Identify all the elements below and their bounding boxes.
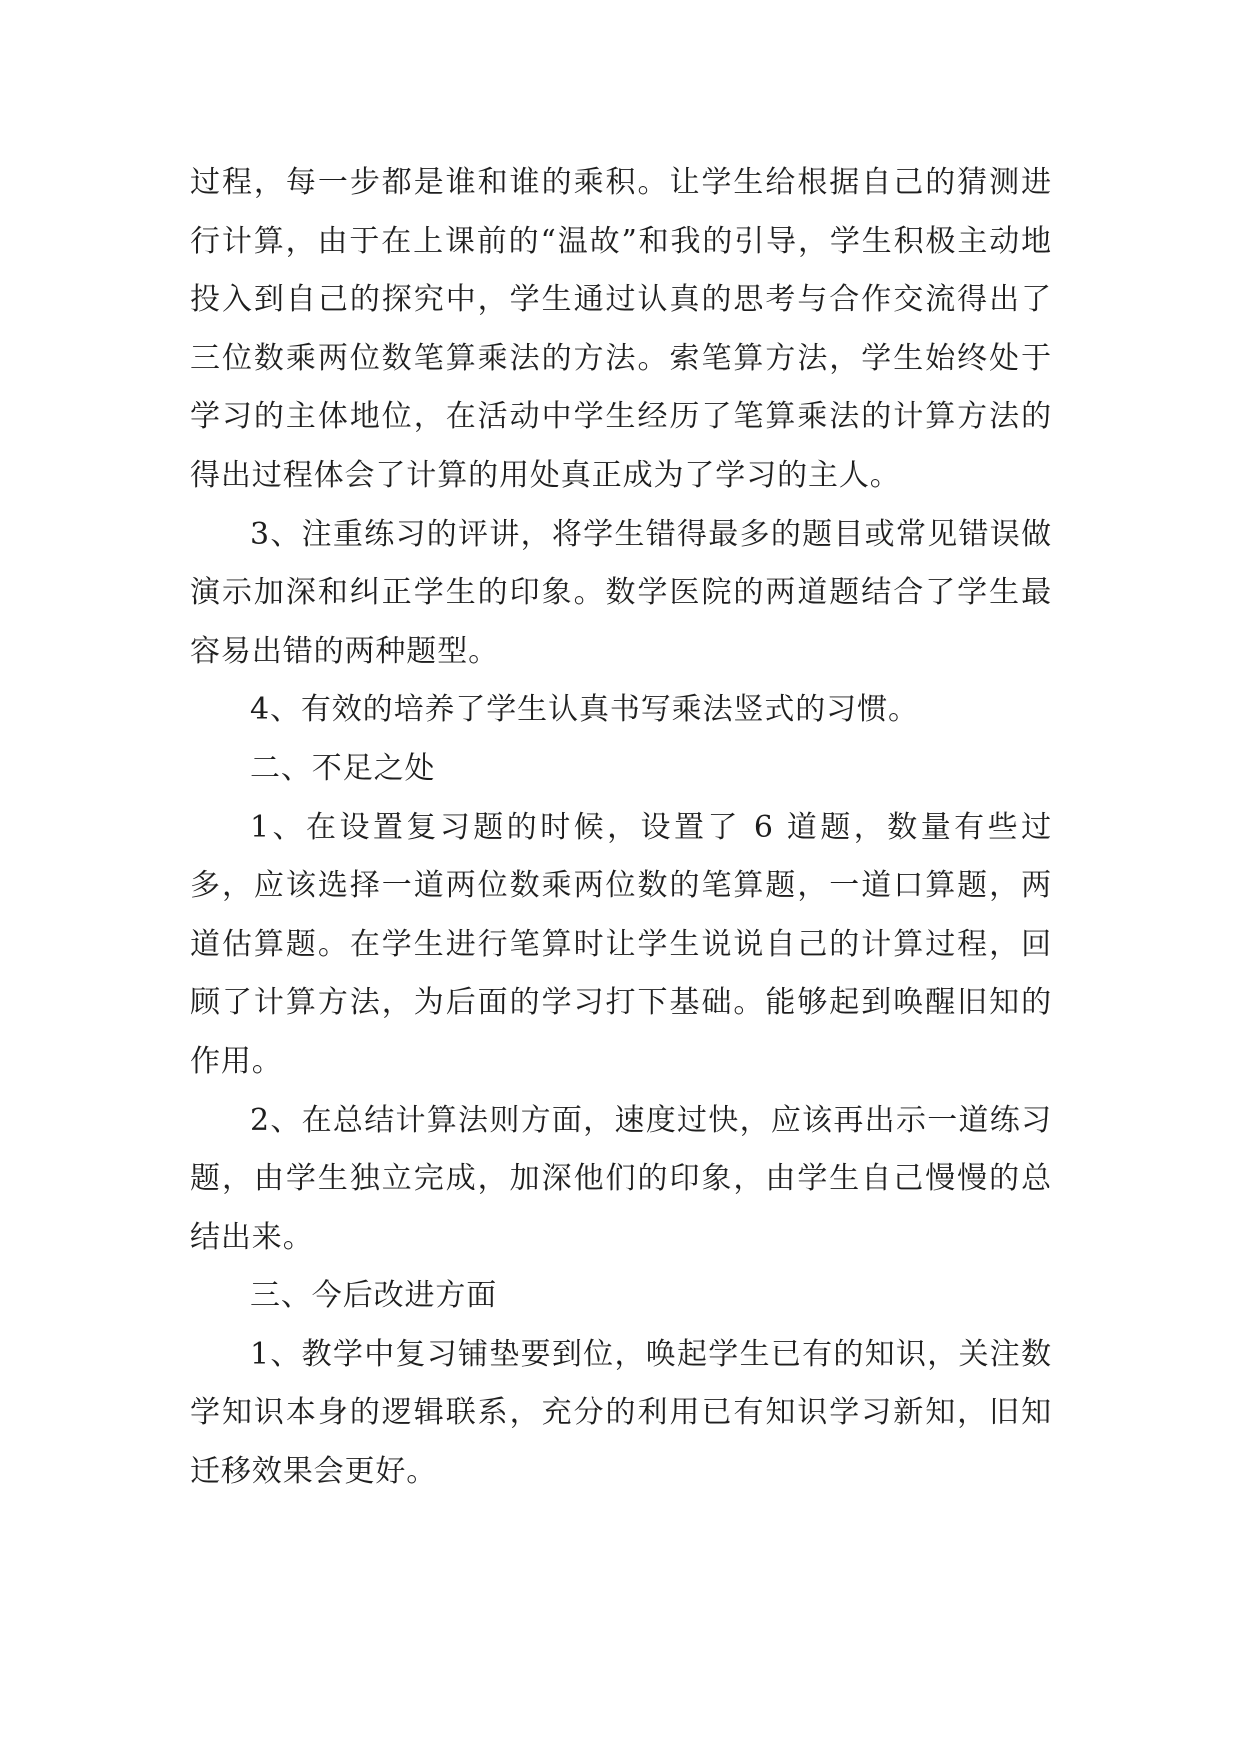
paragraph-point-4: 4、有效的培养了学生认真书写乘法竖式的习惯。 <box>250 692 919 728</box>
paragraph-shortcoming-1: 1、在设置复习题的时候，设置了 6 道题，数量有些过多，应该选择一道两位数乘两位数的笔算题，一道口算题，两道估算题。在学生进行笔算时让学生说说自己的计算过程，回顾了计算方法，为后面的学习打下基础。能够起到唤醒旧知的作用。 <box>190 809 1052 1079</box>
paragraph-point-3: 3、注重练习的评讲，将学生错得最多的题目或常见错误做演示加深和纠正学生的印象。数学医院的两道题结合了学生最容易出错的两种题型。 <box>190 516 1052 669</box>
section-heading-shortcomings: 二、不足之处 <box>250 750 436 786</box>
paragraph-continuation: 过程，每一步都是谁和谁的乘积。让学生给根据自己的猜测进行计算，由于在上课前的“温故”和我的引导，学生积极主动地投入到自己的探究中，学生通过认真的思考与合作交流得出了三位数乘两位数笔算乘法的方法。索笔算方法，学生始终处于学习的主体地位，在活动中学生经历了笔算乘法的计算方法的得出过程体会了计算的用处真正成为了学习的主人。 <box>190 165 1052 493</box>
section-heading-improvements: 三、今后改进方面 <box>250 1278 498 1314</box>
document-body <box>190 154 1052 1502</box>
paragraph-improvement-1: 1、教学中复习铺垫要到位，唤起学生已有的知识，关注数学知识本身的逻辑联系，充分的利用已有知识学习新知，旧知迁移效果会更好。 <box>190 1336 1052 1490</box>
paragraph-shortcoming-2: 2、在总结计算法则方面，速度过快，应该再出示一道练习题，由学生独立完成，加深他们的印象，由学生自己慢慢的总结出来。 <box>190 1102 1052 1255</box>
